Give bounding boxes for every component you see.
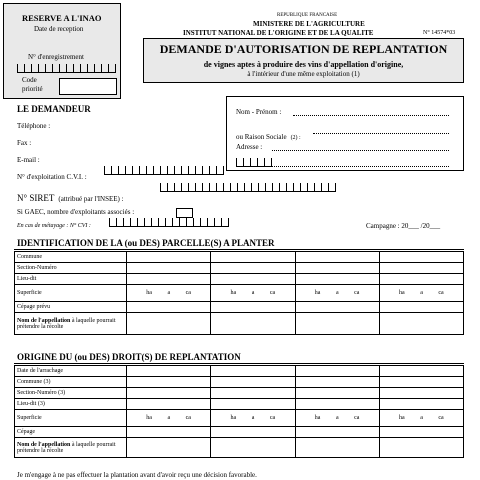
- form-subtitle-1: de vignes aptes à produire des vins d'appellation d'origine,: [203, 60, 404, 69]
- address-field-2[interactable]: [272, 166, 449, 167]
- table-row: [15, 399, 464, 410]
- area-cell[interactable]: ha a ca: [127, 410, 211, 427]
- metayage-label: En cas de métayage : N° CVI :: [17, 223, 91, 229]
- row-label: Date de l'arrachage: [15, 366, 127, 377]
- area-cell[interactable]: ha a ca: [127, 285, 211, 302]
- table-cell[interactable]: [379, 427, 463, 438]
- table-cell[interactable]: [127, 274, 211, 285]
- form-title: DEMANDE D'AUTORISATION DE REPLANTATION: [159, 42, 448, 56]
- table-cell[interactable]: [295, 366, 379, 377]
- table-cell[interactable]: [379, 399, 463, 410]
- table-cell[interactable]: [295, 302, 379, 313]
- origin-rule: [14, 363, 464, 364]
- row-label: Commune: [15, 252, 127, 263]
- area-cell[interactable]: ha a ca: [379, 285, 463, 302]
- table-row: [15, 302, 464, 313]
- appellation-label: [15, 438, 127, 458]
- row-label: Commune (3): [15, 377, 127, 388]
- row-label: Superficie: [15, 410, 127, 427]
- table-cell[interactable]: [211, 388, 295, 399]
- row-label: Section-Numéro (3): [15, 388, 127, 399]
- table-cell[interactable]: [379, 263, 463, 274]
- origin-heading: ORIGINE DU (ou DES) DROIT(S) DE REPLANTATION: [17, 352, 241, 362]
- table-row: [15, 252, 464, 263]
- siret-label: N° SIRET: [17, 193, 55, 203]
- table-row: [15, 366, 464, 377]
- table-cell[interactable]: [211, 399, 295, 410]
- cvi-label: N° d'exploitation C.V.I. :: [17, 173, 87, 181]
- ministry-label: MINISTERE DE L'AGRICULTURE: [253, 20, 365, 28]
- table-row: [15, 285, 464, 302]
- table-cell[interactable]: [211, 313, 295, 335]
- campaign-label: Campagne : 20___ /20___: [366, 222, 441, 230]
- phone-label: Téléphone :: [17, 122, 51, 130]
- row-label: Cépage prévu: [15, 302, 127, 313]
- table-cell[interactable]: [211, 366, 295, 377]
- republic-label: REPUBLIQUE FRANCAISE: [277, 13, 338, 18]
- email-label: E-mail :: [17, 156, 40, 164]
- metayage-cvi-field[interactable]: [109, 218, 229, 227]
- table-cell[interactable]: [379, 252, 463, 263]
- table-cell[interactable]: [211, 377, 295, 388]
- table-cell[interactable]: [127, 263, 211, 274]
- institute-label: INSTITUT NATIONAL DE L'ORIGINE ET DE LA QUALITE: [183, 29, 374, 37]
- table-cell[interactable]: [127, 377, 211, 388]
- table-cell[interactable]: [211, 427, 295, 438]
- reception-box: [3, 3, 121, 99]
- registration-field[interactable]: [17, 64, 116, 73]
- table-cell[interactable]: [127, 252, 211, 263]
- table-cell[interactable]: [295, 388, 379, 399]
- appellation-rest: à laquelle pourrait prétendre la récolte: [17, 441, 116, 454]
- area-cell[interactable]: ha a ca: [211, 285, 295, 302]
- area-cell[interactable]: ha a ca: [295, 285, 379, 302]
- siret-field[interactable]: [160, 183, 336, 192]
- social-field[interactable]: [313, 133, 449, 134]
- table-cell[interactable]: [379, 274, 463, 285]
- appellation-bold: Nom de l'appellation: [17, 317, 71, 324]
- table-cell[interactable]: [379, 302, 463, 313]
- table-cell[interactable]: [211, 263, 295, 274]
- priority-field[interactable]: [59, 78, 117, 95]
- table-cell[interactable]: [211, 274, 295, 285]
- table-cell[interactable]: [127, 302, 211, 313]
- parcels-table: [14, 251, 464, 335]
- table-cell[interactable]: [211, 252, 295, 263]
- identity-box: [226, 96, 464, 171]
- social-note: (2) :: [290, 135, 301, 141]
- table-row: [15, 274, 464, 285]
- postcode-field[interactable]: [236, 158, 272, 167]
- siret-note: (attribué par l'INSEE) :: [58, 195, 124, 203]
- table-cell[interactable]: [379, 366, 463, 377]
- table-cell[interactable]: [295, 313, 379, 335]
- reception-date-label: Date de reception: [34, 25, 84, 33]
- table-row: [15, 410, 464, 427]
- table-row: [15, 263, 464, 274]
- title-box: [143, 38, 464, 83]
- table-cell[interactable]: [295, 427, 379, 438]
- table-cell[interactable]: [295, 263, 379, 274]
- table-row: [15, 427, 464, 438]
- address-field-1[interactable]: [272, 150, 449, 151]
- area-cell[interactable]: ha a ca: [379, 410, 463, 427]
- parcels-rule: [14, 249, 464, 250]
- table-row: [15, 377, 464, 388]
- area-cell[interactable]: ha a ca: [211, 410, 295, 427]
- row-label: Cépage: [15, 427, 127, 438]
- table-cell[interactable]: [295, 377, 379, 388]
- appellation-rest: à laquelle pourrait prétendre la récolte: [17, 317, 116, 330]
- applicant-heading: LE DEMANDEUR: [17, 104, 91, 114]
- table-row: [15, 388, 464, 399]
- row-label: Superficie: [15, 285, 127, 302]
- gaec-field[interactable]: [176, 208, 193, 218]
- table-cell[interactable]: [211, 438, 295, 458]
- table-cell[interactable]: [211, 302, 295, 313]
- siret-label-group: [17, 188, 124, 206]
- row-label: Lieu-dit: [15, 274, 127, 285]
- table-cell[interactable]: [295, 399, 379, 410]
- table-cell[interactable]: [127, 388, 211, 399]
- row-label: Section-Numéro: [15, 263, 127, 274]
- table-cell[interactable]: [127, 399, 211, 410]
- table-cell[interactable]: [127, 313, 211, 335]
- table-cell[interactable]: [127, 427, 211, 438]
- table-cell[interactable]: [379, 377, 463, 388]
- registration-label: N° d'enregistrement: [28, 53, 84, 61]
- gaec-label: Si GAEC, nombre d'exploitants associés :: [17, 208, 135, 216]
- appellation-label: [15, 313, 127, 335]
- commitment-text: Je m'engage à ne pas effectuer la plantation avant d'avoir reçu une décision favorable.: [17, 471, 257, 479]
- address-label: Adresse :: [236, 143, 263, 151]
- table-cell[interactable]: [379, 438, 463, 458]
- social-label: ou Raison Sociale: [236, 133, 287, 141]
- table-cell[interactable]: [379, 313, 463, 335]
- origin-table: [14, 365, 464, 458]
- cvi-field[interactable]: [104, 166, 224, 175]
- table-row: [15, 313, 464, 335]
- parcels-heading: IDENTIFICATION DE LA (ou DES) PARCELLE(S) A PLANTER: [17, 238, 275, 248]
- reception-title: RESERVE A L'INAO: [22, 13, 102, 23]
- name-label: Nom - Prénom :: [236, 108, 282, 116]
- form-number: N° 14574*03: [423, 30, 456, 36]
- table-row: [15, 438, 464, 458]
- table-cell[interactable]: [379, 388, 463, 399]
- name-field[interactable]: [293, 115, 449, 116]
- appellation-bold: Nom de l'appellation: [17, 441, 71, 448]
- fax-label: Fax :: [17, 139, 32, 147]
- table-cell[interactable]: [127, 438, 211, 458]
- social-label-group: [236, 126, 301, 144]
- priority-label: Code priorité: [22, 76, 43, 93]
- table-cell[interactable]: [295, 438, 379, 458]
- row-label: Lieu-dit (3): [15, 399, 127, 410]
- table-cell[interactable]: [295, 252, 379, 263]
- table-cell[interactable]: [295, 274, 379, 285]
- form-subtitle-2: à l'intérieur d'une même exploitation (1): [247, 70, 360, 78]
- table-cell[interactable]: [127, 366, 211, 377]
- area-cell[interactable]: ha a ca: [295, 410, 379, 427]
